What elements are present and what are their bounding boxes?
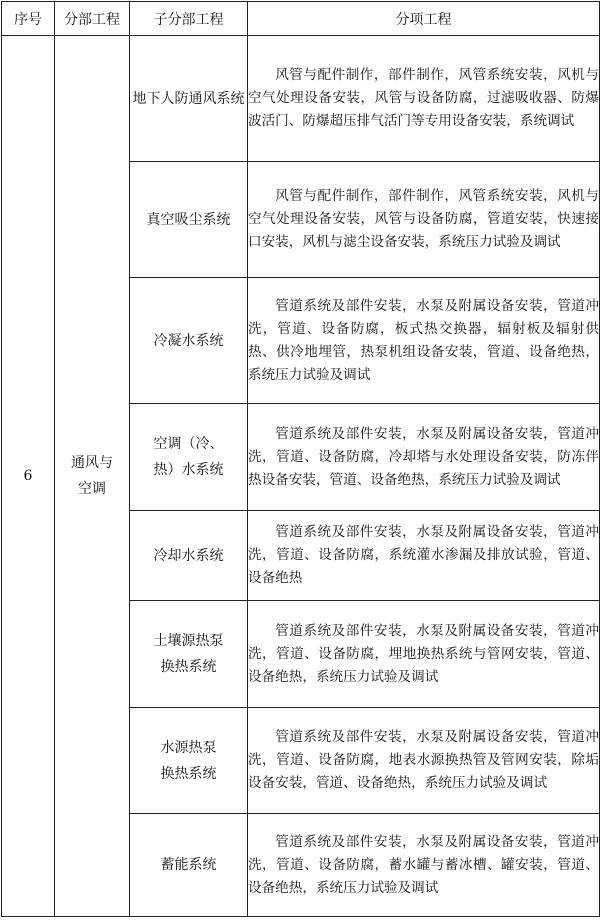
header-seq: 序号	[2, 2, 55, 36]
seq-cell: 6	[2, 36, 55, 917]
subdivision-cell	[130, 511, 248, 601]
division-cell	[55, 36, 130, 917]
items-cell: 管道系统及部件安装，水泵及附属设备安装，管道冲洗，管道、设备防腐，冷却塔与水处理设备安装，防冻伴热设备安装，管道、设备绝热，系统压力试验及调试	[248, 404, 600, 511]
subdivision-label: 真空吸尘系统	[146, 211, 231, 228]
table-row	[2, 36, 600, 162]
header-row	[2, 2, 600, 36]
items-cell: 管道系统及部件安装，水泵及附属设备安装，管道冲洗，管道、设备防腐，板式热交换器，辐射板及辐射供热、供冷地埋管，热泵机组设备安装，管道、设备绝热，系统压力试验及调试	[248, 278, 600, 404]
header-division: 分部工程	[55, 2, 130, 36]
items-cell: 管道系统及部件安装，水泵及附属设备安装，管道冲洗，管道、设备防腐，系统灌水渗漏及排放试验，管道、设备绝热	[248, 511, 600, 601]
subdivision-label: 水源热泵换热系统	[160, 739, 217, 782]
items-cell: 管道系统及部件安装，水泵及附属设备安装，管道冲洗，管道、设备防腐，蓄水罐与蓄冰槽、罐安装，管道、设备绝热，系统压力试验及调试	[248, 814, 600, 917]
subdivision-label: 冷凝水系统	[153, 332, 224, 349]
subdivision-cell	[130, 601, 248, 708]
header-items: 分项工程	[248, 2, 600, 36]
subdivision-label: 空调（冷、热）水系统	[153, 436, 224, 478]
items-cell: 管道系统及部件安装，水泵及附属设备安装，管道冲洗，管道、设备防腐，埋地换热系统与管网安装，管道、设备绝热，系统压力试验及调试	[248, 601, 600, 708]
header-subdivision: 子分部工程	[130, 2, 248, 36]
specification-table	[1, 1, 600, 917]
items-cell: 管道系统及部件安装，水泵及附属设备安装，管道冲洗，管道、设备防腐，地表水源换热管及管网安装，除垢设备安装，管道、设备绝热，系统压力试验及调试	[248, 708, 600, 814]
subdivision-cell	[130, 36, 248, 162]
subdivision-cell	[130, 278, 248, 404]
subdivision-cell	[130, 814, 248, 917]
division-label: 通风与空调	[70, 455, 113, 497]
subdivision-label: 土壤源热泵换热系统	[153, 633, 224, 675]
subdivision-cell	[130, 404, 248, 511]
subdivision-cell	[130, 708, 248, 814]
subdivision-cell	[130, 162, 248, 278]
subdivision-label: 蓄能系统	[160, 857, 217, 873]
subdivision-label: 冷却水系统	[153, 547, 224, 564]
items-cell: 风管与配件制作，部件制作，风管系统安装，风机与空气处理设备安装，风管与设备防腐，过滤吸收器、防爆波活门、防爆超压排气活门等专用设备安装，系统调试	[248, 36, 600, 162]
subdivision-label: 地下人防通风系统	[132, 90, 245, 107]
items-cell: 风管与配件制作，部件制作，风管系统安装，风机与空气处理设备安装，风管与设备防腐，管道安装，快速接口安装，风机与滤尘设备安装，系统压力试验及调试	[248, 162, 600, 278]
